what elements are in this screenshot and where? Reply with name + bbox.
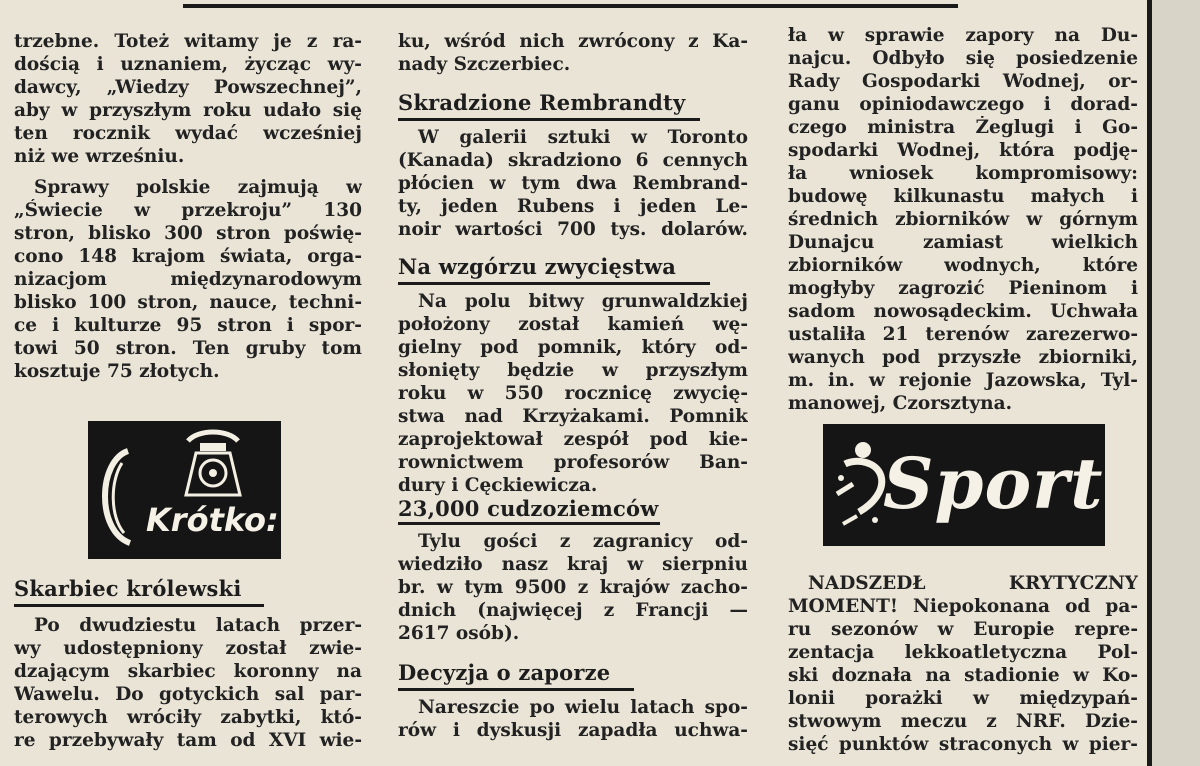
text-line: ce i kulturze 95 stron i spor- — [14, 315, 362, 336]
zapora-paragraph — [398, 696, 748, 742]
text-line: ty, jeden Rubens i jeden Le- — [398, 196, 748, 217]
heading-underline — [398, 118, 700, 121]
heading-underline — [398, 522, 660, 525]
text-line: noir wartości 700 tys. dolarów. — [398, 219, 748, 240]
text-line: re przebywały tam od XVI wie- — [14, 730, 362, 751]
text-line: (Kanada) skradziono 6 cennych — [398, 150, 748, 171]
zapora-continuation-paragraph — [788, 24, 1138, 415]
text-line: ski doznała na stadionie w Ko- — [788, 665, 1138, 686]
text-line: br. w tym 9500 z krajów zacho- — [398, 577, 748, 598]
heading-skradzione-rembrandty: Skradzione Rembrandty — [398, 90, 686, 115]
wzgorze-paragraph — [398, 290, 748, 497]
text-line: ustaliła 21 terenów zarezerwo- — [788, 324, 1138, 345]
text-line: 2617 osób). — [398, 623, 520, 644]
text-line: ganu opiniodawczego i dorad- — [788, 94, 1138, 115]
text-line: dzającym skarbiec koronny na — [14, 661, 362, 682]
top-rule — [183, 4, 958, 8]
text-line: ru sezonów w Europie repre- — [788, 619, 1138, 640]
col1-intro-paragraph — [14, 30, 362, 168]
text-line: sadom nowosądeckim. Uchwała — [788, 301, 1138, 322]
text-line: Sprawy polskie zajmują w — [34, 177, 362, 198]
text-line: Po dwudziestu latach przer- — [34, 615, 362, 636]
sport-logo — [823, 424, 1105, 546]
text-line: dnich (najwięcej z Francji — — [398, 600, 748, 621]
text-line: MOMENT! Niepokonana od pa- — [788, 596, 1138, 617]
col2-intro-paragraph — [398, 30, 748, 76]
text-line: cono 148 krajom świata, orga- — [14, 246, 362, 267]
text-line: towi 50 stron. Ten gruby tom — [14, 338, 362, 359]
skarbiec-paragraph — [14, 614, 362, 752]
text-line: sięć punktów straconych w pier- — [788, 734, 1138, 755]
text-line: dawcy, „Wiedzy Powszechnej”, — [14, 77, 362, 98]
text-line: zaprojektował zespół pod kie- — [398, 429, 748, 450]
text-line: kosztuje 75 złotych. — [14, 361, 220, 382]
text-line: Wawelu. Do gotyckich sal par- — [14, 684, 362, 705]
heading-underline — [398, 282, 710, 285]
text-line: nizacjom międzynarodowym — [14, 269, 362, 290]
text-line: lonii porażki w międzypań- — [788, 688, 1138, 709]
sport-logo-text: Sport — [883, 442, 1104, 525]
page-margin — [1152, 0, 1200, 766]
text-line: słonięty będzie w przyszłym — [398, 360, 748, 381]
text-line: stwa nad Krzyżakami. Pomnik — [398, 406, 748, 427]
text-line: aby w przyszłym roku udało się — [14, 100, 362, 121]
text-line: NADSZEDŁ KRYTYCZNY — [808, 573, 1138, 594]
text-line: Rady Gospodarki Wodnej, or- — [788, 71, 1138, 92]
text-line: ła w sprawie zapory na Du- — [788, 25, 1138, 46]
text-line: budowę kilkunastu małych i — [788, 186, 1138, 207]
text-line: najcu. Odbyło się posiedzenie — [788, 48, 1138, 69]
text-line: Na polu bitwy grunwaldzkiej — [418, 291, 748, 312]
text-line: blisko 100 stron, nauce, techni- — [14, 292, 362, 313]
krotko-logo-text: Krótko: — [146, 501, 279, 539]
text-line: gielny pod pomnik, który od- — [398, 337, 748, 358]
heading-underline — [398, 688, 634, 691]
text-line: spodarki Wodnej, która podję- — [788, 140, 1138, 161]
rembrandty-paragraph — [398, 126, 748, 241]
text-line: płócien w tym dwa Rembrand- — [398, 173, 748, 194]
text-line: zbiorników wodnych, które — [788, 255, 1138, 276]
text-line: „Świecie w przekroju” 130 — [14, 200, 362, 221]
text-line: położony został kamień wę- — [398, 314, 748, 335]
text-line: terowych wróciły zabytki, któ- — [14, 707, 362, 728]
text-line: Dunajcu zamiast wielkich — [788, 232, 1138, 253]
text-line: dury i Cęckiewicza. — [398, 475, 598, 496]
heading-underline — [14, 604, 264, 607]
col1-statistics-paragraph — [14, 176, 362, 383]
cudzoziemcow-paragraph — [398, 530, 748, 645]
text-line: ku, wśród nich zwrócony z Ka- — [398, 31, 748, 52]
text-line: trzebne. Toteż witamy je z ra- — [14, 31, 362, 52]
text-line: stwowym meczu z NRF. Dzie- — [788, 711, 1138, 732]
text-line: średnich zbiorników w górnym — [788, 209, 1138, 230]
text-line: wiedziło nasz kraj w sierpniu — [398, 554, 748, 575]
text-line: rownictwem profesorów Ban- — [398, 452, 748, 473]
text-line: nady Szczerbiec. — [398, 54, 571, 75]
text-line: stron, blisko 300 stron poświę- — [14, 223, 362, 244]
heading-decyzja-o-zaporze: Decyzja o zaporze — [398, 660, 611, 685]
text-line: ła wniosek kompromisowy: — [788, 163, 1138, 184]
text-line: dością i uznaniem, życząc wy- — [14, 54, 362, 75]
krotko-logo — [88, 421, 281, 559]
heading-skarbiec-krolewski: Skarbiec królewski — [14, 576, 242, 601]
text-line: ten rocznik wydać wcześniej — [14, 123, 362, 144]
text-line: czego ministra Żeglugi i Go- — [788, 117, 1138, 138]
text-line: mogłyby zagrozić Pieninom i — [788, 278, 1138, 299]
text-line: roku w 550 rocznicę zwycię- — [398, 383, 748, 404]
text-line: manowej, Czorsztyna. — [788, 393, 1013, 414]
text-line: W galerii sztuki w Toronto — [418, 127, 748, 148]
heading-23000-cudzoziemcow: 23,000 cudzoziemców — [398, 496, 659, 521]
text-line: wanych pod przyszłe zbiorniki, — [788, 347, 1138, 368]
sport-paragraph — [788, 572, 1138, 756]
heading-na-wzgorzu-zwyciestwa: Na wzgórzu zwycięstwa — [398, 254, 677, 279]
text-line: rów i dyskusji zapadła uchwa- — [398, 720, 748, 741]
text-line: m. in. w rejonie Jazowska, Tyl- — [788, 370, 1138, 391]
text-line: Nareszcie po wielu latach spo- — [418, 697, 748, 718]
text-line: zentacja lekkoatletyczna Pol- — [788, 642, 1138, 663]
text-line: niż we wrześniu. — [14, 146, 185, 167]
text-line: Tylu gości z zagranicy od- — [418, 531, 748, 552]
text-line: wy udostępniony został zwie- — [14, 638, 362, 659]
